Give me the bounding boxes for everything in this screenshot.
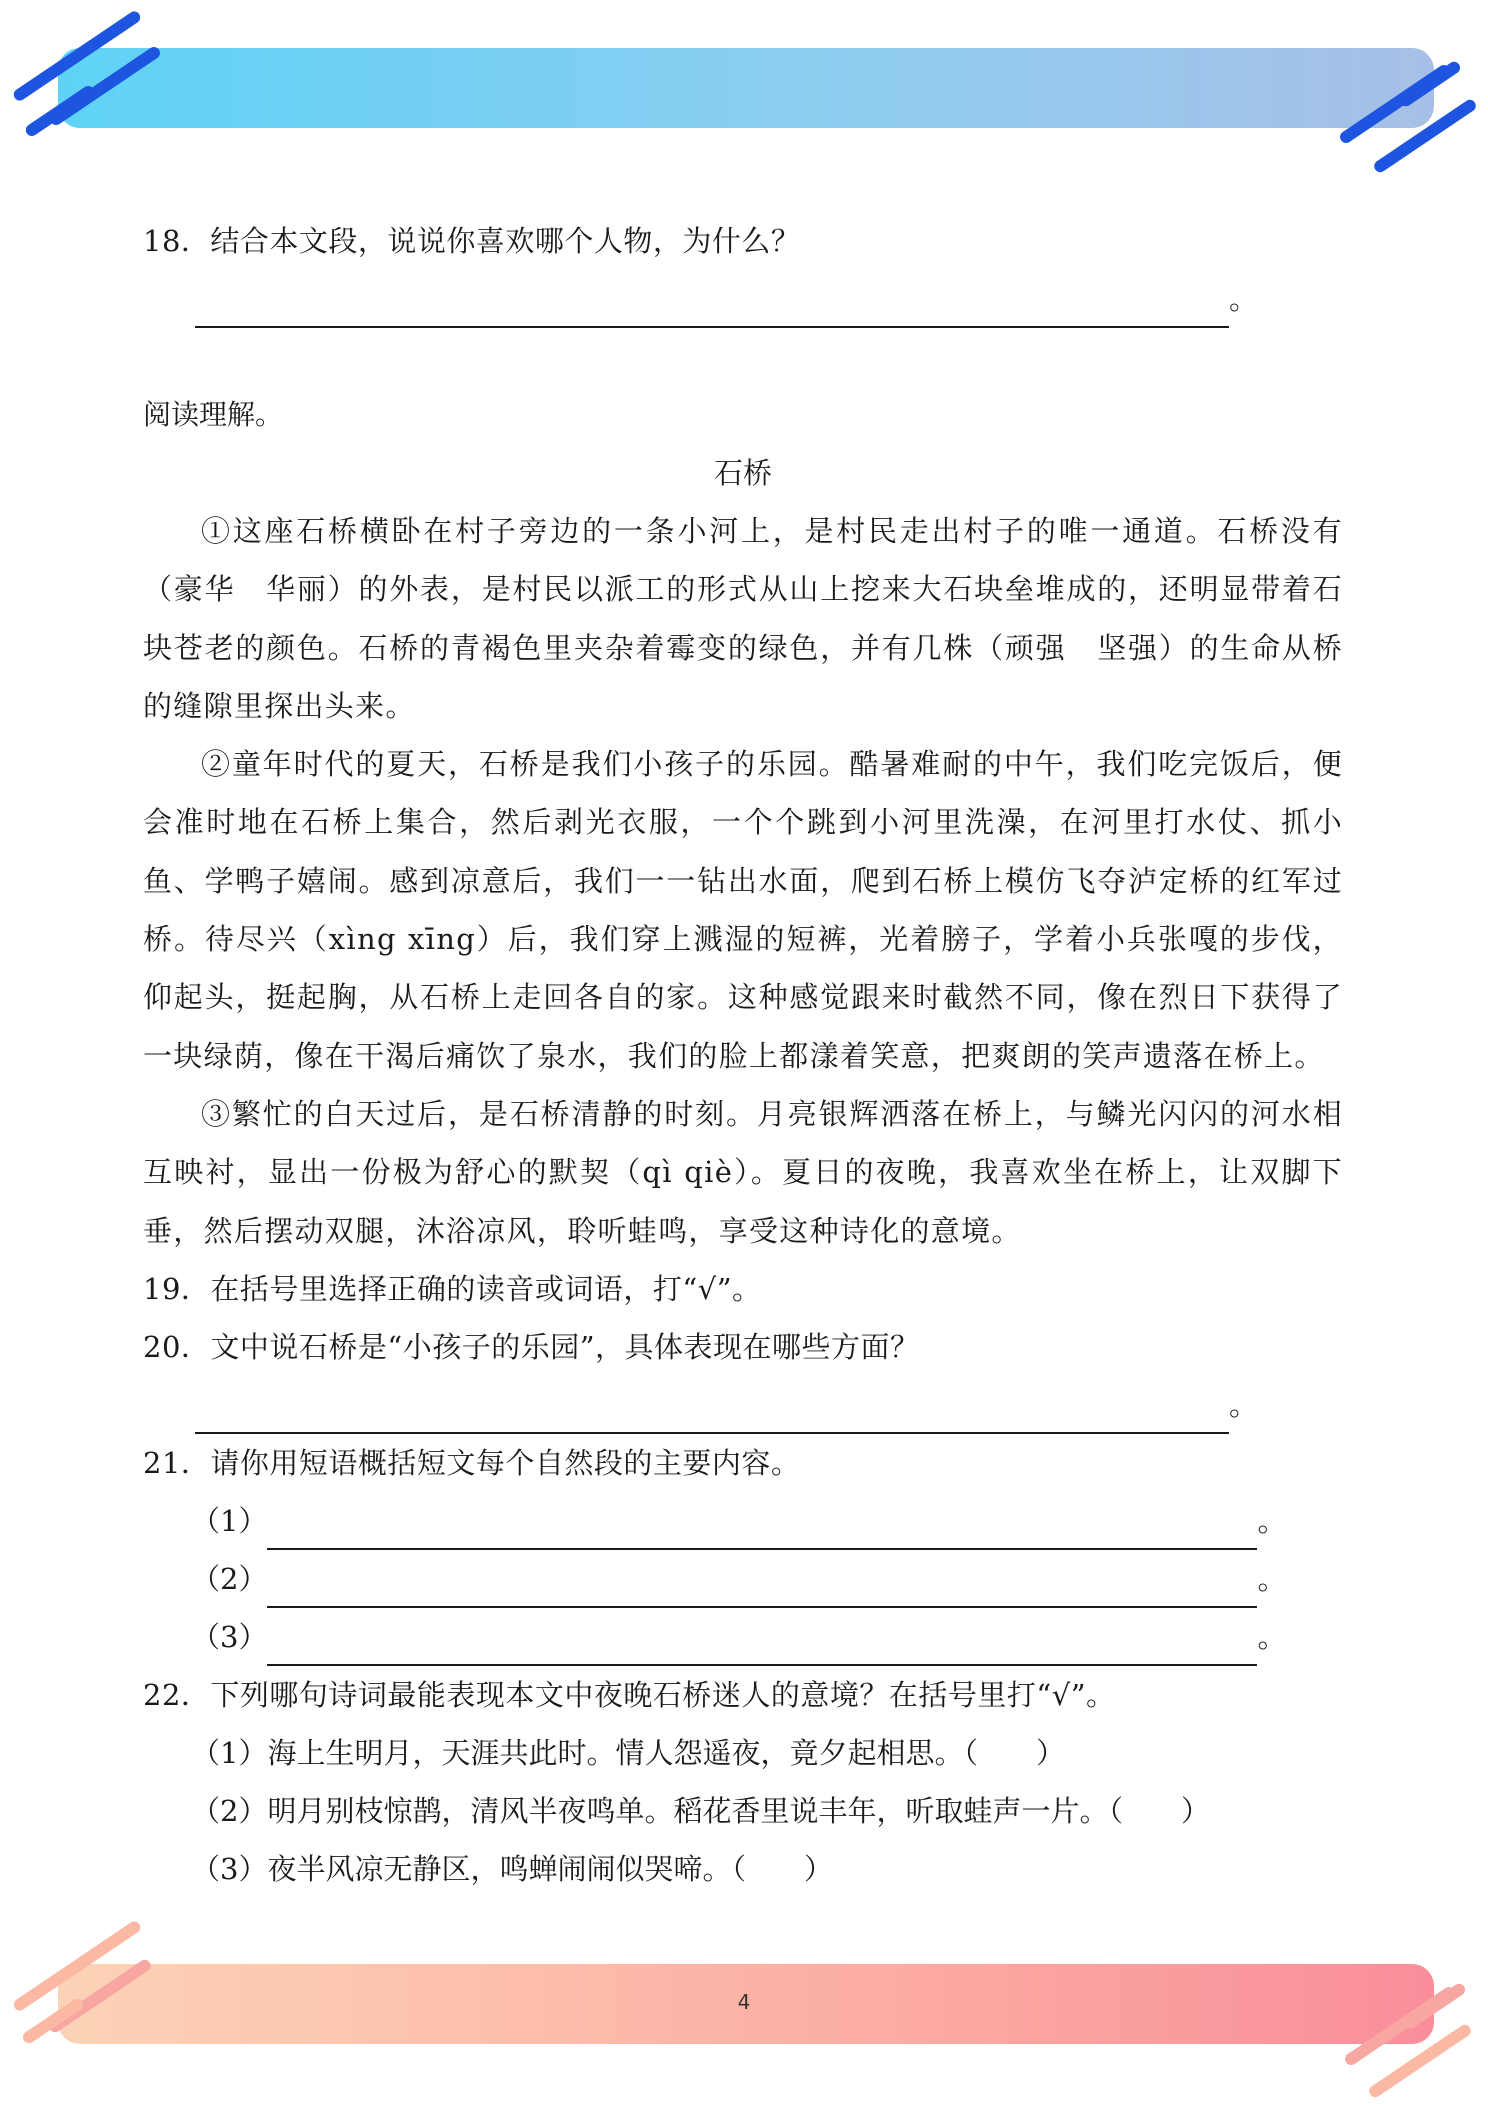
paragraph-3: ③繁忙的白天过后，是石桥清静的时刻。月亮银辉洒落在桥上，与鳞光闪闪的河水相互映衬，显出一份极为舒心的默契（qì qiè）。夏日的夜晚，我喜欢坐在桥上，让双脚下垂，然后摆动双腿，沐浴凉风，聆听蛙鸣，享受这种诗化的意境。 [143,1096,1343,1248]
page-number: 4 [737,1990,751,2014]
paragraph-1: ①这座石桥横卧在村子旁边的一条小河上，是村民走出村子的唯一通道。石桥没有（豪华 华丽）的外表，是村民以派工的形式从山上挖来大石块垒堆成的，还明显带着石块苍老的颜色。石桥的青褐色里夹杂着霉变的绿色，并有几株（顽强 坚强）的生命从桥的缝隙里探出头来。 [143,514,1343,723]
period: 。 [1229,282,1259,316]
item-number: （3） [191,1619,268,1654]
paragraph-2: ②童年时代的夏天，石桥是我们小孩子的乐园。酷暑难耐的中午，我们吃完饭后，便会准时地在石桥上集合，然后剥光衣服，一个个跳到小河里洗澡，在河里打水仗、抓小鱼、学鸭子嬉闹。感到凉意后，我们一一钻出水面，爬到石桥上模仿飞夺泸定桥的红军过桥。待尽兴（xìng xīng）后，我们穿上溅湿的短裤，光着膀子，学着小兵张嘎的步伐，仰起头，挺起胸，从石桥上走回各自的家。这种感觉跟来时截然不同，像在烈日下获得了一块绿荫，像在干渴后痛饮了泉水，我们的脸上都漾着笑意，把爽朗的笑声遗落在桥上。 [143,747,1343,1073]
answer-blank[interactable] [195,1392,1229,1434]
period: 。 [1257,1619,1287,1654]
answer-line-21-3 [143,1608,1343,1666]
header-band [58,48,1434,128]
answer-blank[interactable] [267,1624,1257,1666]
question-22: 22．下列哪句诗词最能表现本文中夜晚石桥迷人的意境？在括号里打“√”。 [143,1677,1116,1712]
question-21: 21．请你用短语概括短文每个自然段的主要内容。 [143,1445,801,1480]
page-content [143,212,1343,1898]
question-19: 19．在括号里选择正确的读音或词语，打“√”。 [143,1271,762,1306]
question-20: 20．文中说石桥是“小孩子的乐园”，具体表现在哪些方面？ [143,1329,920,1364]
answer-line-21-1 [143,1492,1343,1550]
question-18: 18．结合本文段，说说你喜欢哪个人物，为什么？ [143,224,801,258]
answer-blank[interactable] [195,286,1229,328]
option-22-2[interactable]: （2）明月别枝惊鹊，清风半夜鸣单。稻花香里说丰年，听取蛙声一片。（ ） [191,1793,1210,1828]
answer-line-20 [143,1376,1343,1434]
answer-blank[interactable] [267,1566,1257,1608]
option-22-3[interactable]: （3）夜半风凉无静区，鸣蝉闹闹似哭啼。（ ） [191,1851,833,1886]
option-22-1[interactable]: （1）海上生明月，天涯共此时。情人怨遥夜，竟夕起相思。（ ） [191,1735,1065,1770]
period: 。 [1229,1387,1259,1422]
answer-line-18 [143,270,1343,328]
item-number: （2） [191,1561,268,1596]
period: 。 [1257,1561,1287,1596]
answer-blank[interactable] [267,1508,1257,1550]
answer-line-21-2 [143,1550,1343,1608]
item-number: （1） [191,1503,268,1538]
spacer [143,328,1343,386]
period: 。 [1257,1503,1287,1538]
passage-title: 石桥 [713,456,772,490]
section-heading: 阅读理解。 [143,398,284,431]
